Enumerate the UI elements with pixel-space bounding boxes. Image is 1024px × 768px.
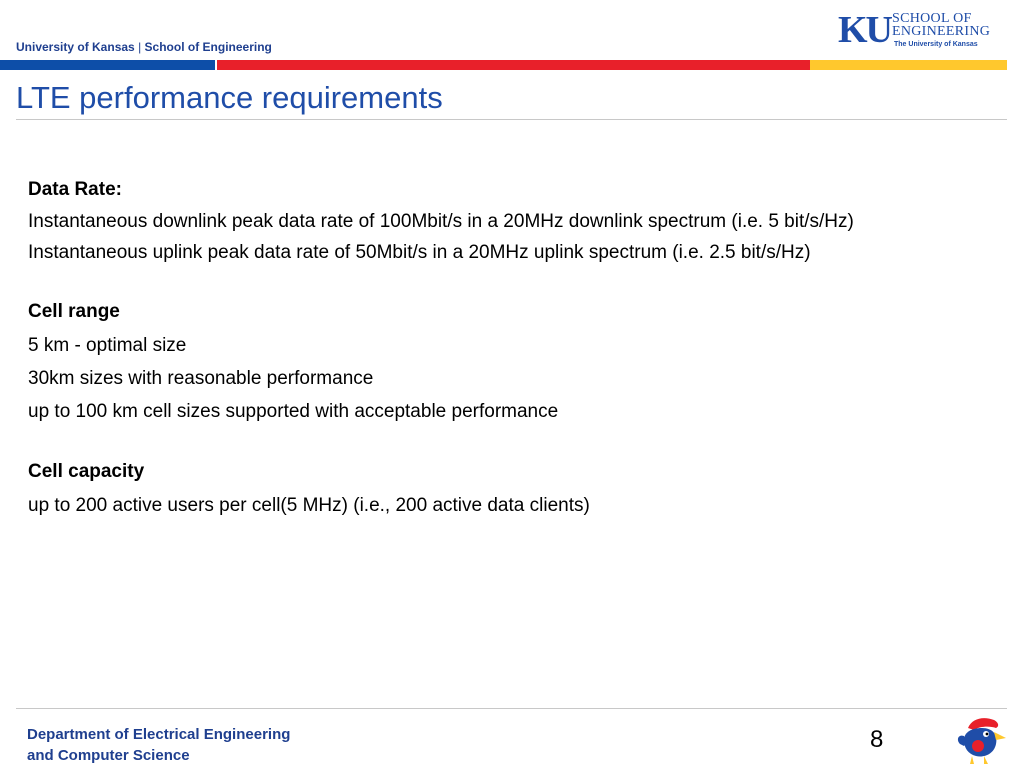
- jayhawk-icon: [954, 714, 1008, 766]
- logo-school-text: [892, 12, 990, 38]
- header-color-bar: [0, 60, 1007, 70]
- logo-line-3: The University of Kansas: [894, 41, 978, 48]
- cell-range-item: 30km sizes with reasonable performance: [28, 368, 374, 389]
- data-rate-downlink: Instantaneous downlink peak data rate of 100Mbit/s in a 20MHz downlink spectrum (i.e. 5 bit/s/Hz): [28, 211, 854, 232]
- logo-line-2: ENGINEERING: [892, 24, 991, 39]
- slide-content: [28, 176, 928, 520]
- logo-mark: KU: [838, 9, 891, 51]
- cell-capacity-item: up to 200 active users per cell(5 MHz) (i.e., 200 active data clients): [28, 495, 590, 516]
- slide-title: LTE performance requirements: [16, 80, 443, 115]
- color-bar-blue: [0, 60, 215, 70]
- section-spacer: [28, 266, 928, 298]
- color-bar-red: [217, 60, 810, 70]
- title-divider: [16, 119, 1007, 120]
- section-heading-data-rate: Data Rate:: [28, 179, 122, 200]
- footer-department: [27, 724, 290, 766]
- data-rate-uplink: Instantaneous uplink peak data rate of 50Mbit/s in a 20MHz uplink spectrum (i.e. 2.5 bit/s/Hz): [28, 242, 811, 263]
- ku-engineering-logo: [838, 10, 1006, 56]
- header-separator: |: [138, 40, 142, 54]
- section-spacer: [28, 426, 928, 458]
- header-school: School of Engineering: [144, 40, 272, 54]
- page-number: 8: [870, 726, 884, 753]
- footer-dept-line-2: and Computer Science: [27, 747, 190, 764]
- header-university: University of Kansas: [16, 40, 135, 54]
- cell-range-item: 5 km - optimal size: [28, 335, 187, 356]
- color-bar-yellow: [810, 60, 1007, 70]
- cell-range-item: up to 100 km cell sizes supported with acceptable performance: [28, 401, 559, 422]
- header-affiliation: [16, 40, 272, 54]
- footer-dept-line-1: Department of Electrical Engineering: [27, 726, 291, 743]
- footer-divider: [16, 708, 1007, 709]
- logo-line-1: SCHOOL OF: [892, 11, 972, 26]
- section-heading-cell-range: Cell range: [28, 301, 120, 322]
- section-heading-cell-capacity: Cell capacity: [28, 461, 145, 482]
